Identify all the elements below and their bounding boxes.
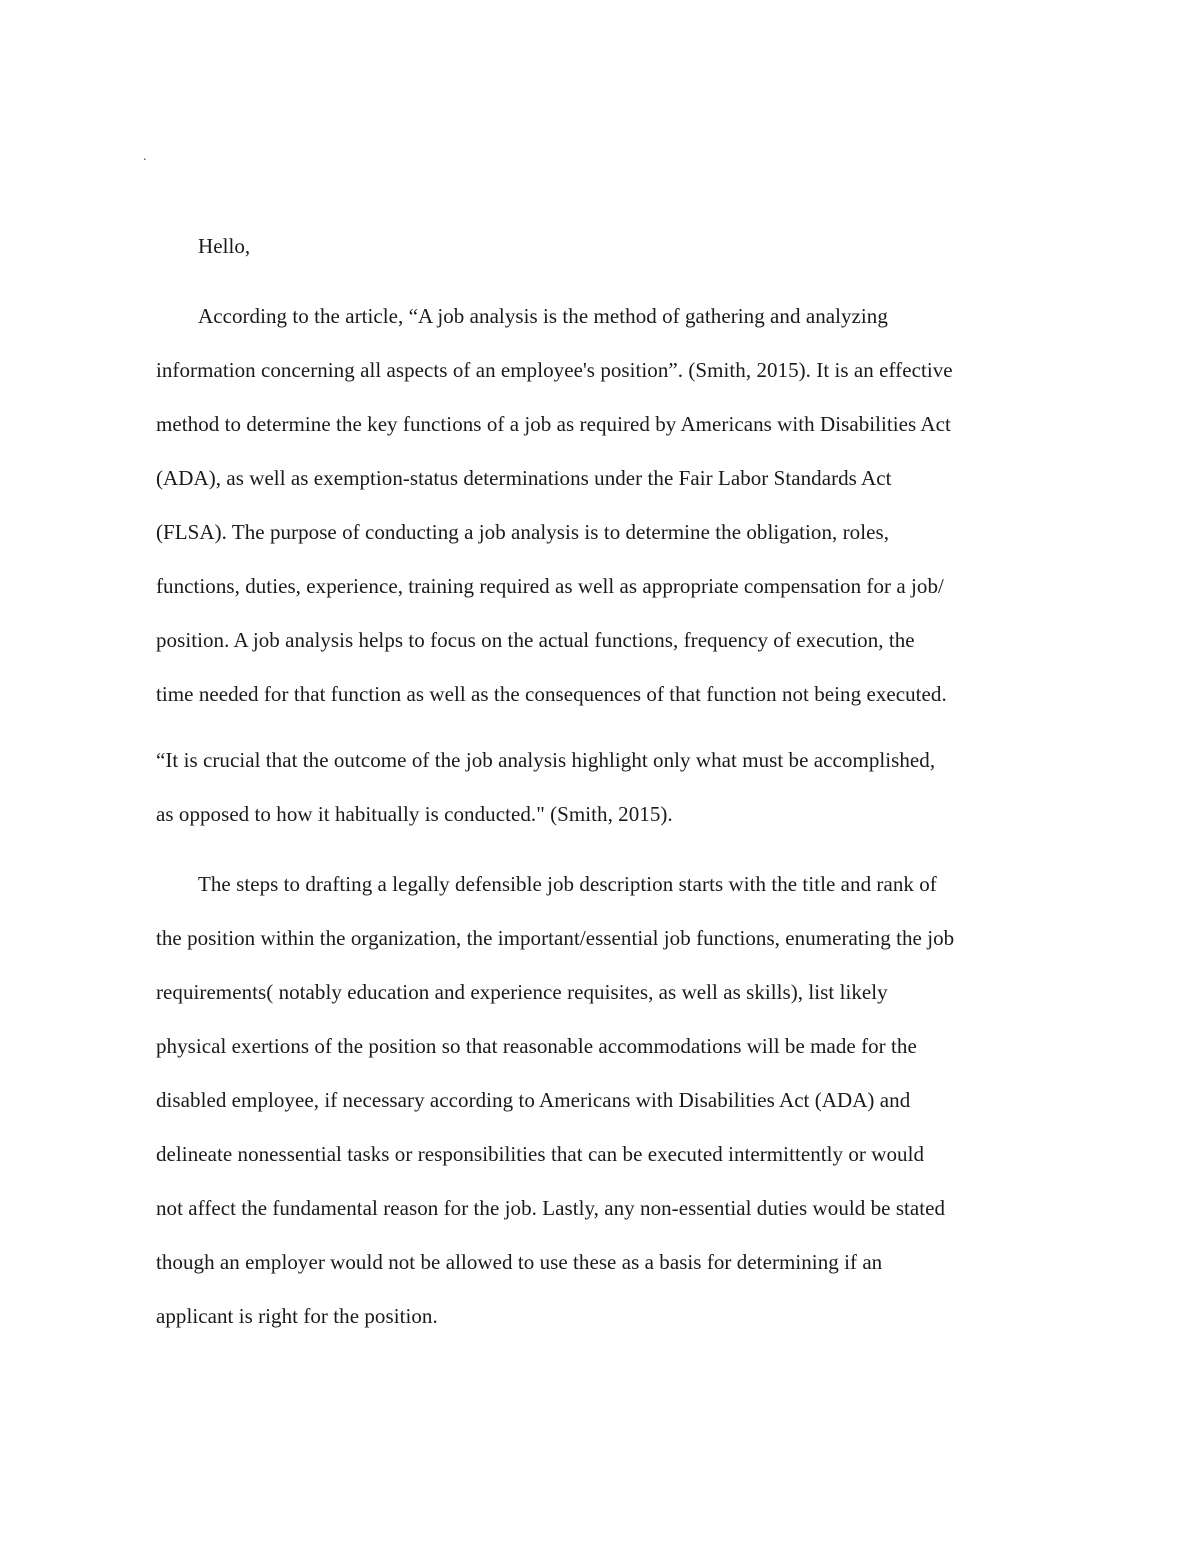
paragraph-1-line-3: method to determine the key functions of a job as required by Americans with Disabilities Act [156,412,951,436]
paragraph-1-line-4: (ADA), as well as exemption-status determinations under the Fair Labor Standards Act [156,466,892,490]
paragraph-2-line-9: applicant is right for the position. [156,1304,438,1328]
paragraph-2-line-7: not affect the fundamental reason for the job. Lastly, any non-essential duties would be stated [156,1196,946,1220]
paragraph-2-line-3: requirements( notably education and experience requisites, as well as skills), list likely [156,980,888,1004]
quote-line-2: as opposed to how it habitually is conducted." (Smith, 2015). [156,802,673,826]
paragraph-2-line-5: disabled employee, if necessary according to Americans with Disabilities Act (ADA) and [156,1088,911,1112]
paragraph-1-line-2: information concerning all aspects of an employee's position”. (Smith, 2015). It is an effective [156,358,953,382]
greeting-line: Hello, [198,234,251,258]
paragraph-2-line-1: The steps to drafting a legally defensible job description starts with the title and rank of [198,872,937,896]
paragraph-2-line-6: delineate nonessential tasks or responsibilities that can be executed intermittently or would [156,1142,925,1166]
paragraph-1-line-8: time needed for that function as well as the consequences of that function not being executed. [156,682,947,706]
paragraph-1-line-7: position. A job analysis helps to focus on the actual functions, frequency of execution, the [156,628,915,652]
paragraph-2-line-2: the position within the organization, the important/essential job functions, enumerating the job [156,926,955,950]
quote-line-1: “It is crucial that the outcome of the job analysis highlight only what must be accomplished, [156,748,936,772]
page-mark: . [143,149,147,164]
paragraph-1-line-1: According to the article, “A job analysis is the method of gathering and analyzing [198,304,888,328]
paragraph-1-line-6: functions, duties, experience, training required as well as appropriate compensation for a job/ [156,574,944,598]
paragraph-1-line-5: (FLSA). The purpose of conducting a job analysis is to determine the obligation, roles, [156,520,889,544]
paragraph-2-line-8: though an employer would not be allowed to use these as a basis for determining if an [156,1250,883,1274]
paragraph-2-line-4: physical exertions of the position so that reasonable accommodations will be made for the [156,1034,917,1058]
